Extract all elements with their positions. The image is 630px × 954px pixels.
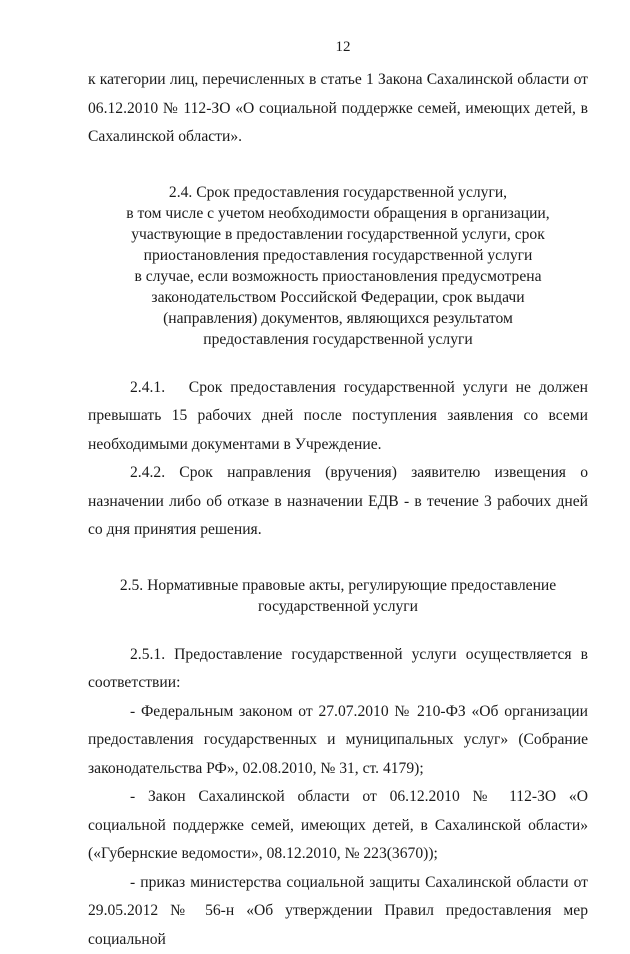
paragraph-2-4-2: 2.4.2. Срок направления (вручения) заявителю извещения о назначении либо об отказе в назначении ЕДВ - в течение 3 рабочих дней со дня принятия решения. (88, 459, 588, 545)
section-2-5-heading (88, 575, 588, 617)
section-2-4-heading (88, 182, 588, 350)
heading-line: (направления) документов, являющихся результатом (88, 308, 588, 329)
heading-line: участвующие в предоставлении государственной услуги, срок (88, 224, 588, 245)
heading-line: 2.4. Срок предоставления государственной услуги, (88, 182, 588, 203)
paragraph-2-5-1: 2.5.1. Предоставление государственной услуги осуществляется в соответствии: (88, 641, 588, 698)
list-item-ministry-order: - приказ министерства социальной защиты Сахалинской области от 29.05.2012 № 56-н «Об утверждении Правил предоставления мер социальной (88, 869, 588, 954)
list-item-sakhalin-law: - Закон Сахалинской области от 06.12.2010 № 112-ЗО «О социальной поддержке семей, имеющих детей, в Сахалинской области» («Губернские ведомости», 08.12.2010, № 223(3670)); (88, 783, 588, 869)
heading-line: законодательством Российской Федерации, срок выдачи (88, 287, 588, 308)
heading-line: в том числе с учетом необходимости обращения в организации, (88, 203, 588, 224)
paragraph-2-4-1: 2.4.1. Срок предоставления государственной услуги не должен превышать 15 рабочих дней после поступления заявления со всеми необходимыми документами в Учреждение. (88, 374, 588, 460)
heading-line: в случае, если возможность приостановления предусмотрена (88, 266, 588, 287)
list-item-federal-law: - Федеральным законом от 27.07.2010 № 210-ФЗ «Об организации предоставления государственных и муниципальных услуг» (Собрание законодательства РФ», 02.08.2010, № 31, ст. 4179); (88, 698, 588, 784)
heading-line: 2.5. Нормативные правовые акты, регулирующие предоставление (88, 575, 588, 596)
page-number: 12 (88, 38, 588, 56)
heading-line: предоставления государственной услуги (88, 329, 588, 350)
intro-paragraph: к категории лиц, перечисленных в статье 1 Закона Сахалинской области от 06.12.2010 № 112-ЗО «О социальной поддержке семей, имеющих детей, в Сахалинской области». (88, 66, 588, 152)
heading-line: государственной услуги (88, 596, 588, 617)
heading-line: приостановления предоставления государственной услуги (88, 245, 588, 266)
